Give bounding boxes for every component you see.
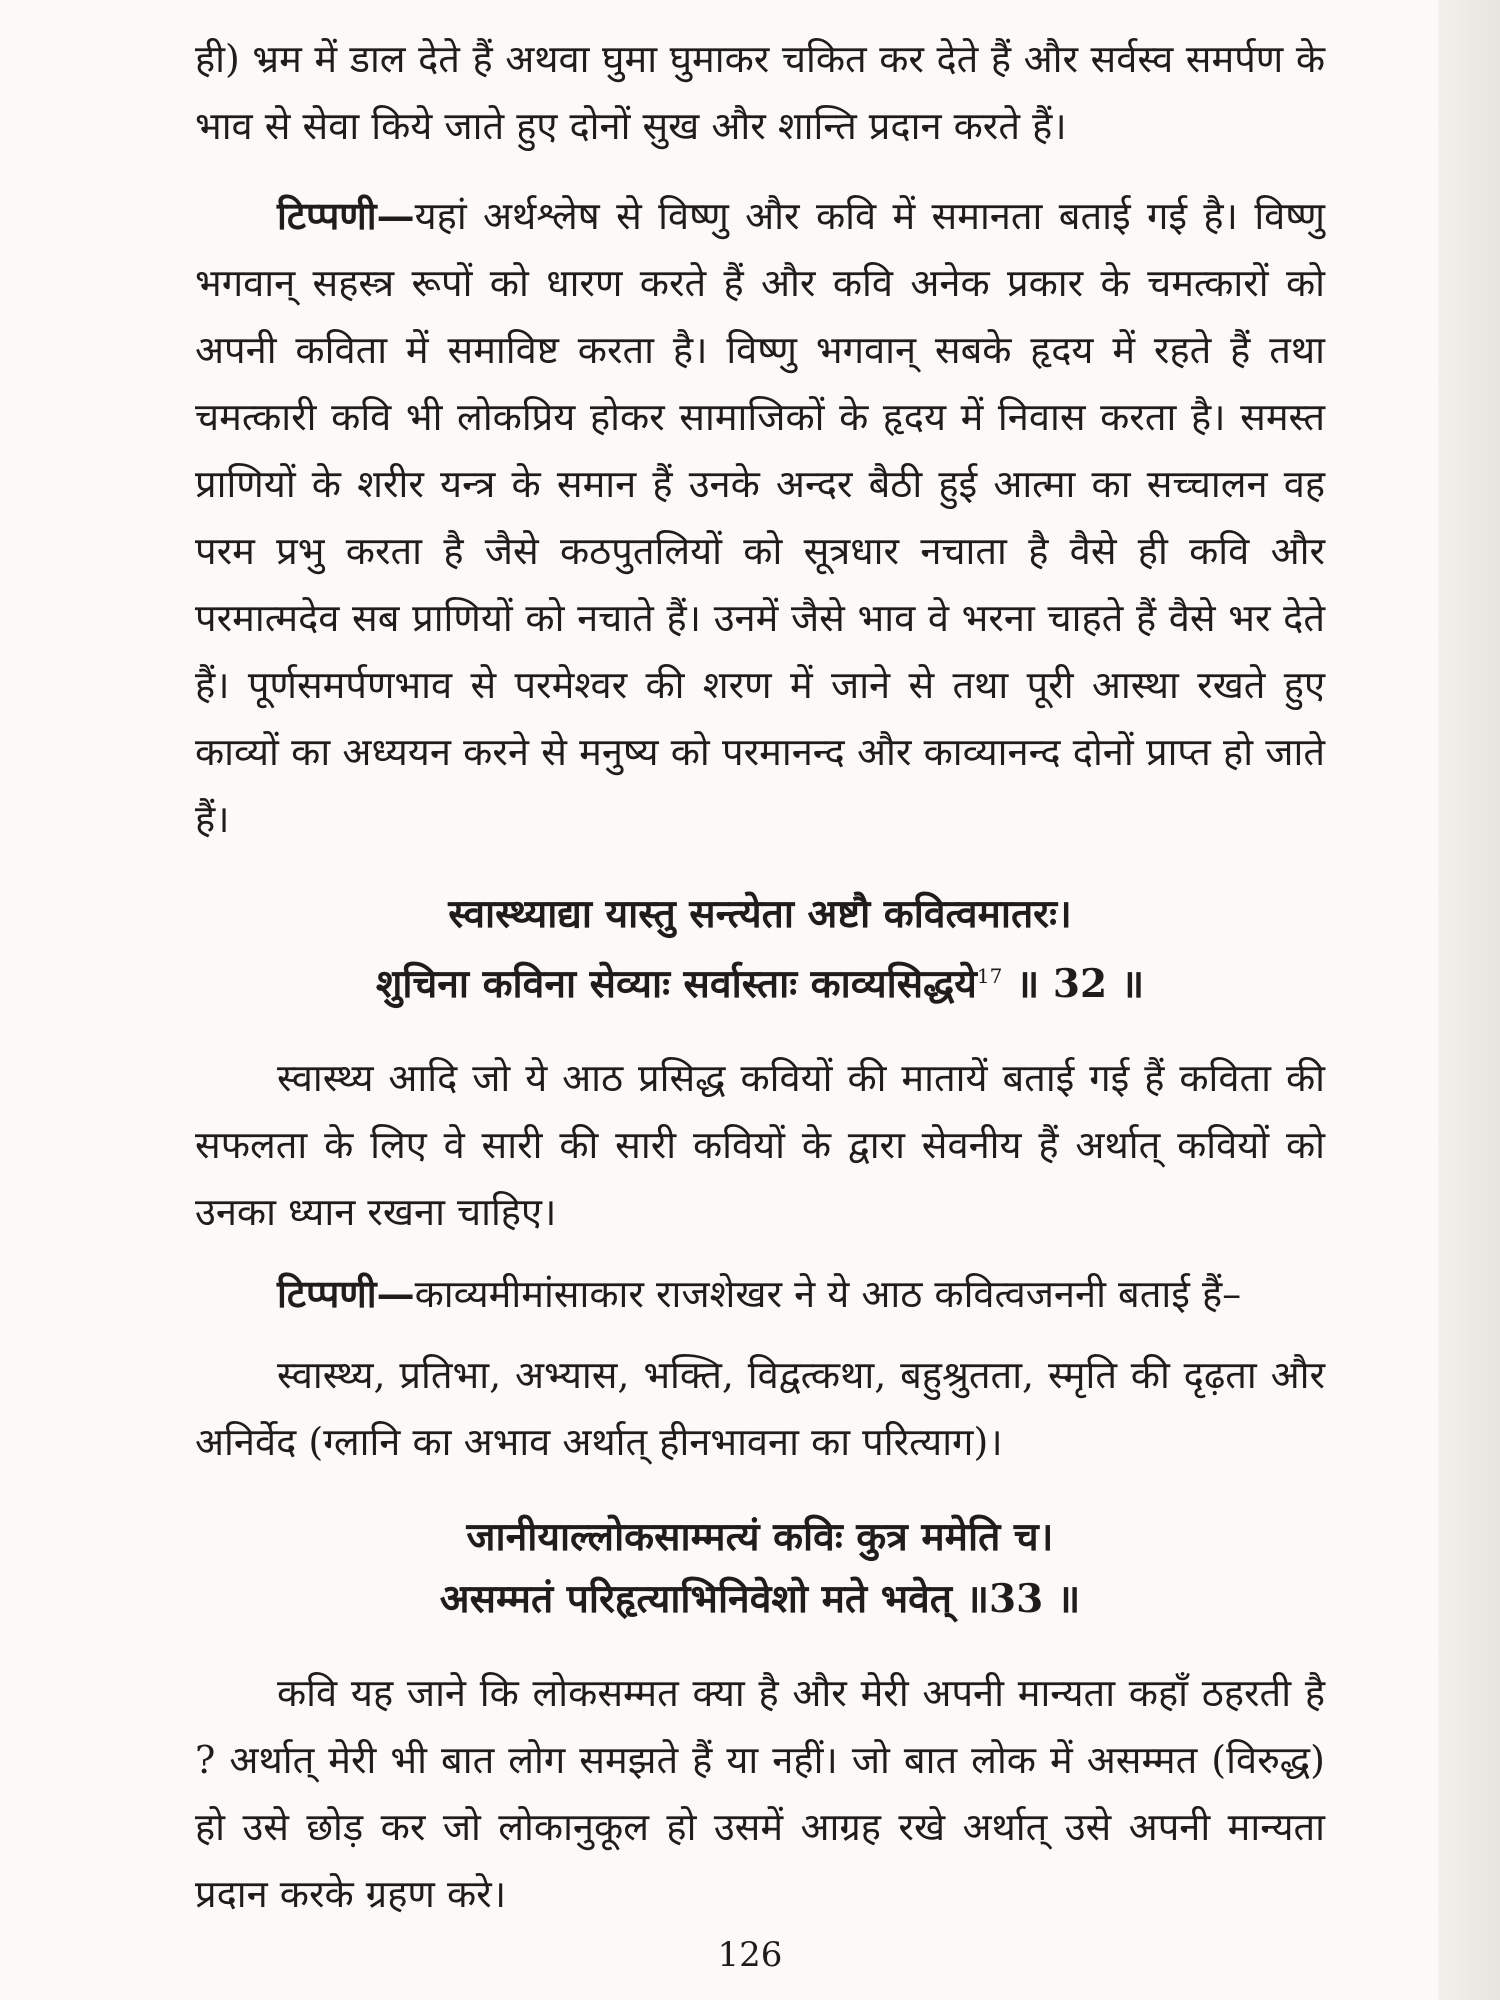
verse-33-line-1: जानीयाल्लोकसाम्मत्यं कविः कुत्र ममेति च। <box>466 1514 1054 1560</box>
verse-32-line-1: स्वास्थ्याद्या यास्तु सन्त्येता अष्टौ कवित्वमातरः। <box>448 891 1072 937</box>
page-number: 126 <box>717 1935 783 1975</box>
text-body <box>195 26 1325 1928</box>
page-edge-shadow <box>1438 0 1500 2000</box>
note-text: काव्यमीमांसाकार राजशेखर ने ये आठ कवित्वजननी बताई हैं– <box>414 1272 1242 1316</box>
verse-33-line-2: असम्मतं परिहृत्याभिनिवेशो मते भवेत् ॥33 ॥ <box>439 1576 1081 1622</box>
note-label: टिप्पणी— <box>277 1271 415 1316</box>
verse-33 <box>195 1506 1325 1630</box>
paragraph-continuation: ही) भ्रम में डाल देते हैं अथवा घुमा घुमाकर चकित कर देते हैं और सर्वस्व समर्पण के भाव से सेवा किये जाते हुए दोनों सुख और शान्ति प्रदान करते हैं। <box>195 37 1325 148</box>
note-paragraph-2 <box>195 1260 1325 1328</box>
verse-32-number: ॥ 32 ॥ <box>1002 961 1145 1007</box>
paragraph-list: स्वास्थ्य, प्रतिभा, अभ्यास, भक्ति, विद्वत्कथा, बहुश्रुतता, स्मृति की दृढ़ता और अनिर्वेद (ग्लानि का अभाव अर्थात् हीनभावना का परित्याग)। <box>195 1353 1325 1464</box>
paragraph-explanation-32: स्वास्थ्य आदि जो ये आठ प्रसिद्ध कवियों की मातायें बताई गई हैं कविता की सफलता के लिए वे सारी की सारी कवियों के द्वारा सेवनीय हैं अर्थात् कवियों को उनका ध्यान रखना चाहिए। <box>195 1056 1325 1234</box>
verse-32-line-2-text: शुचिना कविना सेव्याः सर्वास्ताः काव्यसिद्धये <box>375 961 977 1007</box>
note-text: यहां अर्थश्लेष से विष्णु और कवि में समानता बताई गई है। विष्णु भगवान् सहस्त्र रूपों को धारण करते हैं और कवि अनेक प्रकार के चमत्कारों को अपनी कविता में समाविष्ट करता है। विष्णु भगवान् सबके हृदय में रहते हैं तथा चमत्कारी कवि भी लोकप्रिय होकर सामाजिकों के हृदय में निवास करता है। समस्त प्राणियों के शरीर यन्त्र के समान हैं उनके अन्दर बैठी हुई आत्मा का सच्चालन वह परम प्रभु करता है जैसे कठपुतलियों को सूत्रधार नचाता है वैसे ही कवि और परमात्मदेव सब प्राणियों को नचाते हैं। उनमें जैसे भाव वे भरना चाहते हैं वैसे भर देते हैं। पूर्णसमर्पणभाव से परमेश्वर की शरण में जाने से तथा पूरी आस्था रखते हुए काव्यों का अध्ययन करने से मनुष्य को परमानन्द और काव्यानन्द दोनों प्राप्त हो जाते हैं। <box>195 194 1325 841</box>
note-label: टिप्पणी— <box>277 193 415 238</box>
paragraph-explanation-33: कवि यह जाने कि लोकसम्मत क्या है और मेरी अपनी मान्यता कहाँ ठहरती है ? अर्थात् मेरी भी बात लोग समझते हैं या नहीं। जो बात लोक में असम्मत (विरुद्ध) हो उसे छोड़ कर जो लोकानुकूल हो उसमें आग्रह रखे अर्थात् उसे अपनी मान्यता प्रदान करके ग्रहण करे। <box>195 1671 1325 1916</box>
footnote-marker: 17 <box>976 964 1003 988</box>
verse-32 <box>195 883 1325 1015</box>
verse-32-line-2 <box>195 945 1325 1015</box>
note-paragraph-1 <box>195 182 1325 853</box>
